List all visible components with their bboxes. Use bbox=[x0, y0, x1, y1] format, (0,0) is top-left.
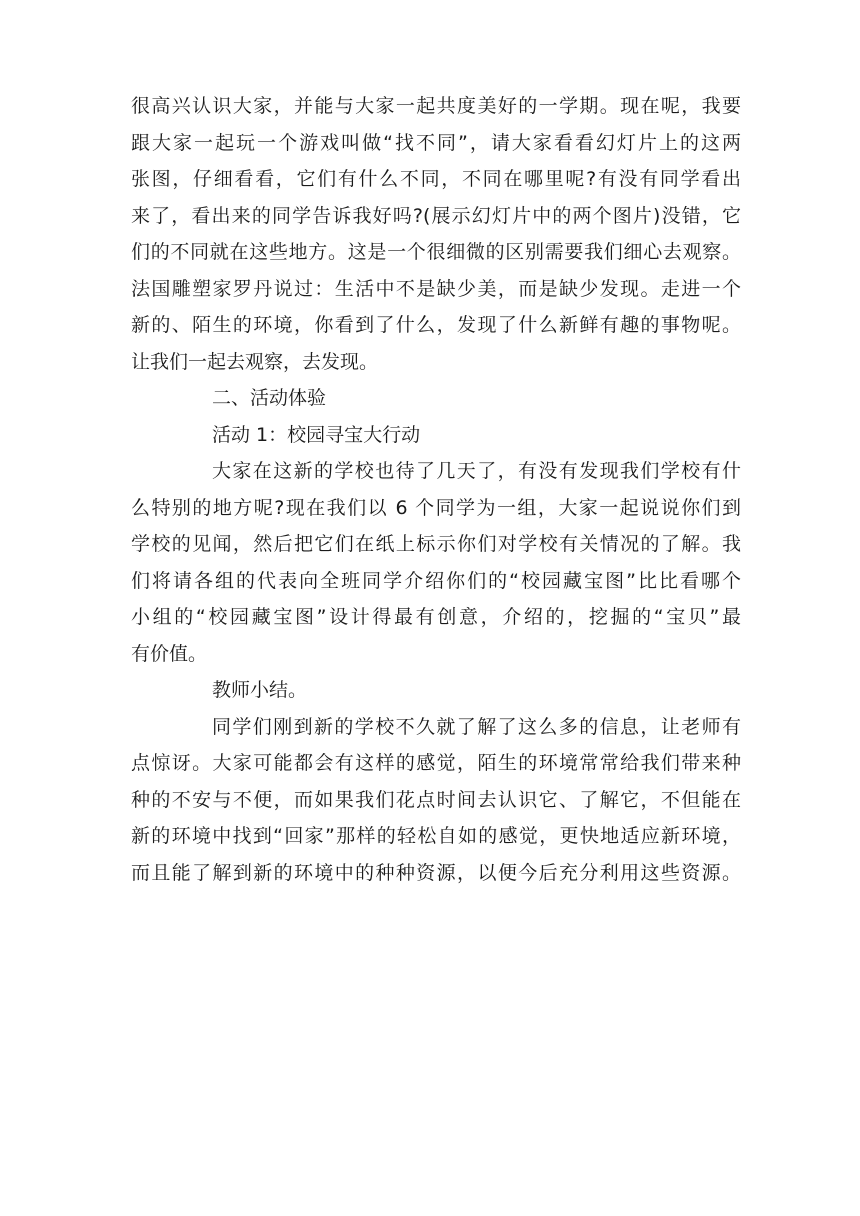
paragraph-line: 很高兴认识大家，并能与大家一起共度美好的一学期。现在呢，我要 bbox=[131, 95, 741, 117]
paragraph-line: 让我们一起去观察，去发现。 bbox=[131, 350, 379, 373]
paragraph-line: 法国雕塑家罗丹说过：生活中不是缺少美，而是缺少发现。走进一个 bbox=[131, 277, 741, 300]
paragraph-line: 们将请各组的代表向全班同学介绍你们的“校园藏宝图”比比看哪个 bbox=[131, 569, 741, 592]
paragraph-line: 点惊讶。大家可能都会有这样的感觉，陌生的环境常常给我们带来种 bbox=[131, 752, 741, 774]
paragraph-line: 有价值。 bbox=[131, 642, 208, 665]
paragraph-line: 种的不安与不便，而如果我们花点时间去认识它、了解它，不但能在 bbox=[131, 788, 741, 811]
paragraph-line: 新的、陌生的环境，你看到了什么，发现了什么新鲜有趣的事物呢。 bbox=[131, 314, 741, 336]
paragraph-line: 么特别的地方呢?现在我们以 6 个同学为一组，大家一起说说你们到 bbox=[131, 496, 741, 519]
section-heading: 二、活动体验 bbox=[212, 387, 327, 409]
activity-heading: 活动 1：校园寻宝大行动 bbox=[212, 423, 421, 446]
paragraph-line: 学校的见闻，然后把它们在纸上标示你们对学校有关情况的了解。我 bbox=[131, 533, 741, 555]
paragraph-line: 们的不同就在这些地方。这是一个很细微的区别需要我们细心去观察。 bbox=[131, 241, 741, 263]
paragraph-line: 跟大家一起玩一个游戏叫做“找不同”，请大家看看幻灯片上的这两 bbox=[131, 131, 741, 154]
paragraph-line: 而且能了解到新的环境中的种种资源，以便今后充分利用这些资源。 bbox=[131, 861, 741, 884]
paragraph-line: 新的环境中找到“回家”那样的轻松自如的感觉，更快地适应新环境， bbox=[131, 825, 741, 847]
paragraph-line: 同学们刚到新的学校不久就了解了这么多的信息，让老师有 bbox=[212, 715, 741, 738]
document-body bbox=[131, 88, 741, 891]
paragraph-line: 来了，看出来的同学告诉我好吗?(展示幻灯片中的两个图片)没错，它 bbox=[131, 204, 741, 227]
paragraph-line: 大家在这新的学校也待了几天了，有没有发现我们学校有什 bbox=[212, 460, 741, 482]
paragraph-line: 张图，仔细看看，它们有什么不同，不同在哪里呢?有没有同学看出 bbox=[131, 168, 741, 190]
paragraph-line: 小组的“校园藏宝图”设计得最有创意，介绍的，挖掘的“宝贝”最 bbox=[131, 606, 741, 628]
summary-heading: 教师小结。 bbox=[212, 679, 308, 701]
